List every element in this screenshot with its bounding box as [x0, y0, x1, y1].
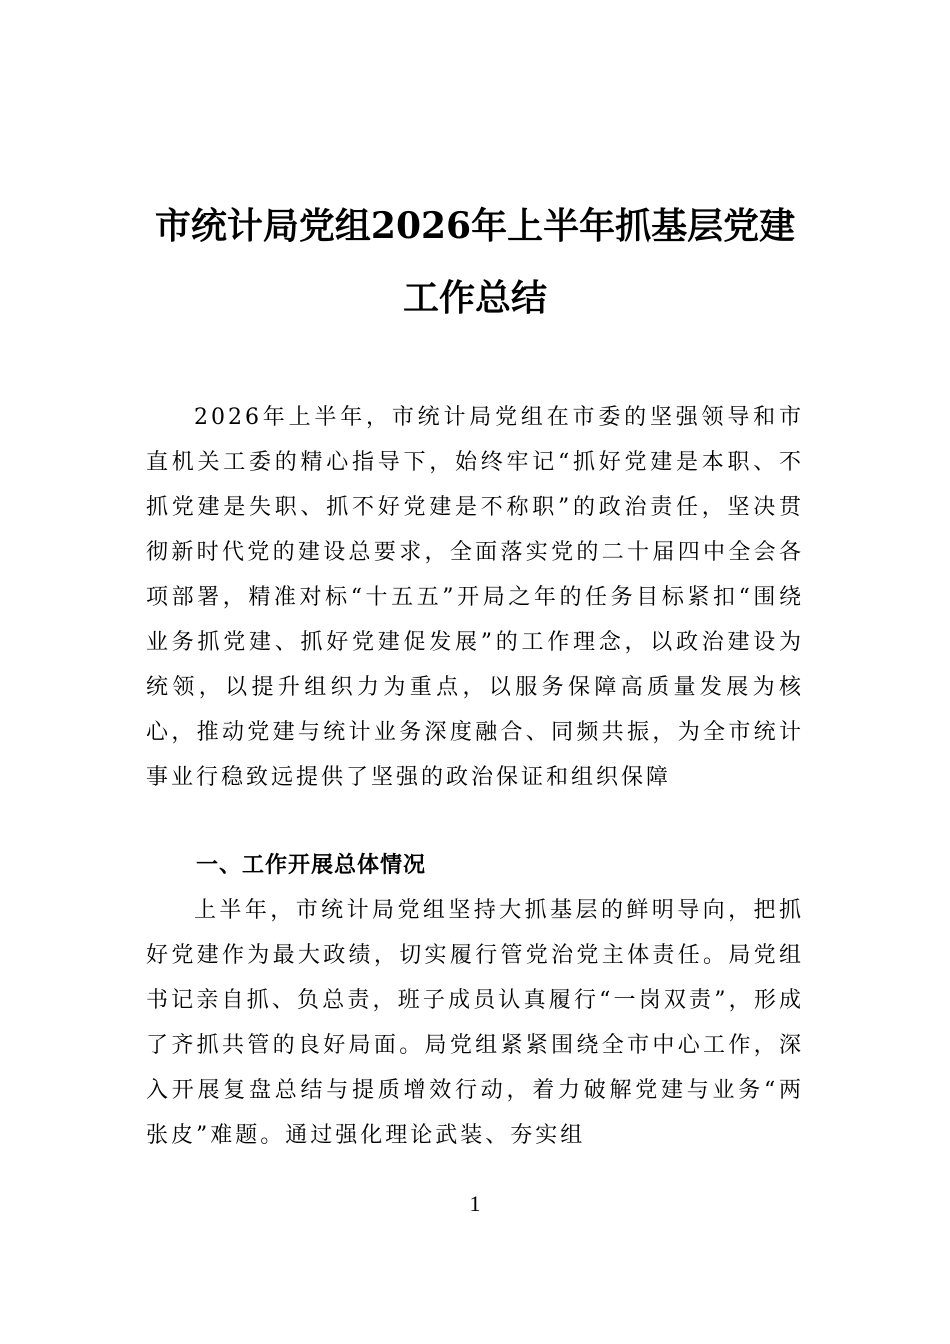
section-heading: 一、工作开展总体情况: [196, 853, 427, 878]
intro-paragraph: 2026年上半年，市统计局党组在市委的坚强领导和市直机关工委的精心指导下，始终牢记“抓好党建是本职、不抓党建是失职、抓不好党建是不称职”的政治责任，坚决贯彻新时代党的建设总要求，全面落实党的二十届四中全会各项部署，精准对标“十五五”开局之年的任务目标紧扣“围绕业务抓党建、抓好党建促发展”的工作理念，以政治建设为统领，以提升组织力为重点，以服务保障高质量发展为核心，推动党建与统计业务深度融合、同频共振，为全市统计事业行稳致远提供了坚强的政治保证和组织保障: [146, 405, 804, 790]
document-title: 市统计局党组2026年上半年抓基层党建工作总结: [154, 205, 796, 319]
page-number: 1: [469, 1191, 481, 1216]
section-paragraph: 上半年，市统计局党组坚持大抓基层的鲜明导向，把抓好党建作为最大政绩，切实履行管党治党主体责任。局党组书记亲自抓、负总责，班子成员认真履行“一岗双责”，形成了齐抓共管的良好局面。局党组紧紧围绕全市中心工作，深入开展复盘总结与提质增效行动，着力破解党建与业务“两张皮”难题。通过强化理论武装、夯实组: [146, 898, 804, 1148]
